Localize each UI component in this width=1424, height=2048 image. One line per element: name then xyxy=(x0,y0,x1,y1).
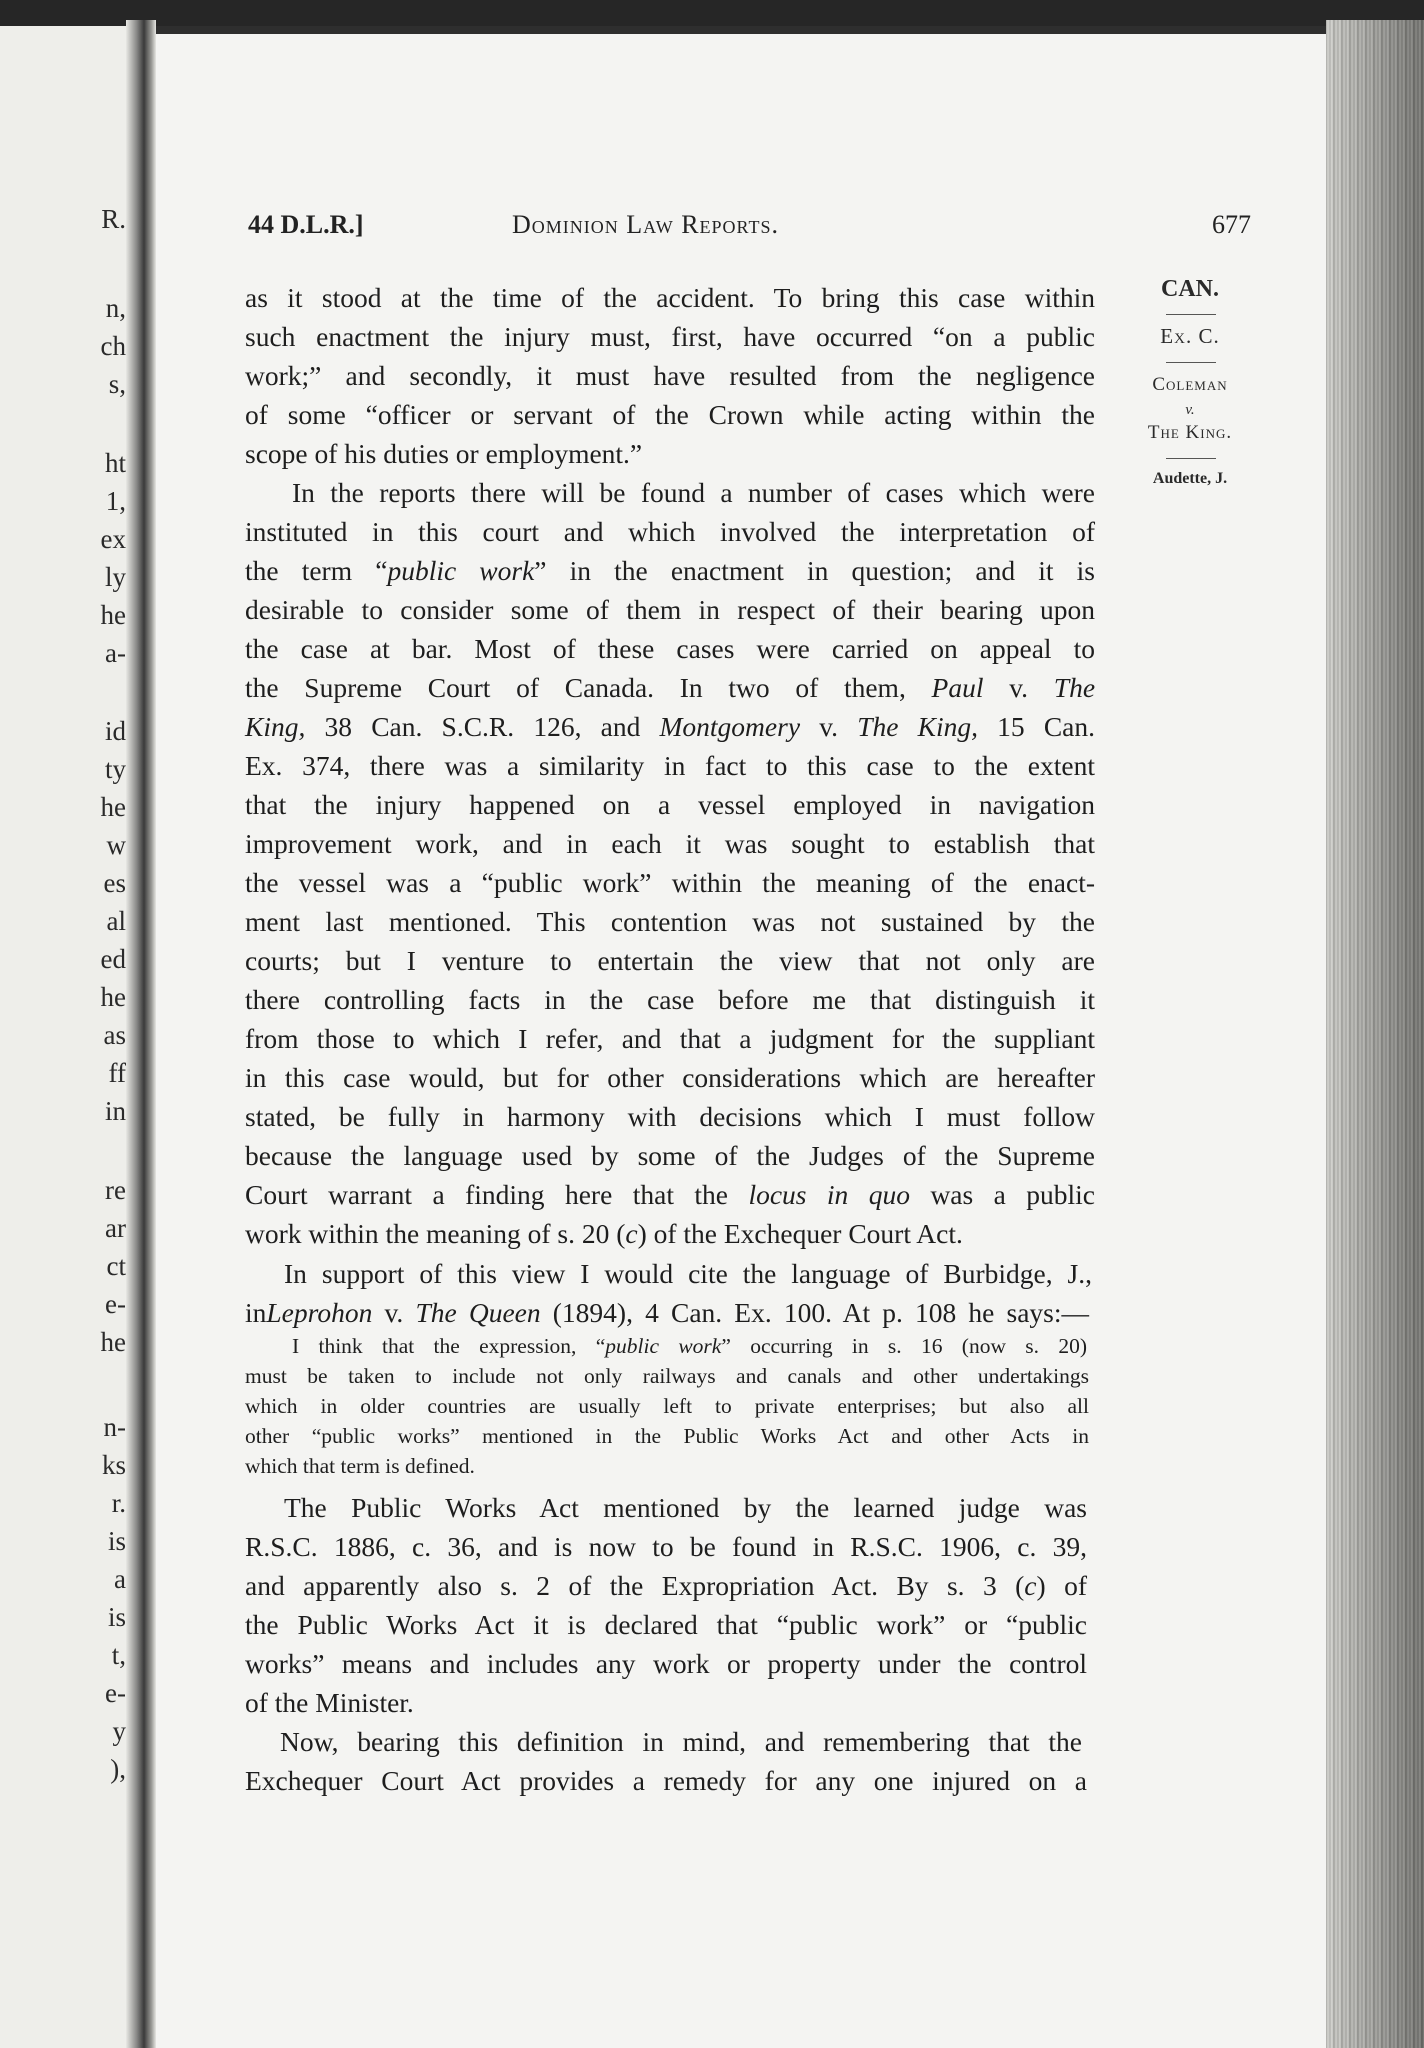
left-page-fragment: ch xyxy=(100,331,126,361)
case-name: The King, xyxy=(857,711,978,742)
text-line: such enactment the injury must, first, have occurred “on a public xyxy=(245,321,1095,352)
left-page-fragment: es xyxy=(103,868,126,898)
left-page-fragment: he xyxy=(100,792,126,822)
left-page-fragment: n- xyxy=(103,1412,126,1442)
text-run: Court warrant a finding here that the xyxy=(245,1179,728,1210)
text-line xyxy=(245,1220,1095,1248)
text-line: the Public Works Act it is declared that “public work” or “public xyxy=(245,1609,1087,1640)
case-name: Montgomery xyxy=(659,711,801,742)
text-run: ” in the enactment in question; and it is xyxy=(534,555,1095,586)
text-line: in this case would, but for other considerations which are hereafter xyxy=(245,1062,1095,1093)
left-page-fragment: ly xyxy=(104,562,126,592)
text-line: Ex. 374, there was a similarity in fact to this case to the extent xyxy=(245,750,1095,781)
margin-note-division: Ex. C. xyxy=(1160,324,1220,348)
left-page xyxy=(0,26,132,2048)
left-page-fragment: r. xyxy=(111,1488,126,1518)
left-page-fragment: a xyxy=(114,1564,126,1594)
text-run: the Supreme Court of Canada. In two of them, xyxy=(245,672,906,703)
quote-line: must be taken to include not only railways and canals and other undertakings xyxy=(245,1364,1089,1388)
left-page-fragment: in xyxy=(104,1096,126,1126)
italic-term: c xyxy=(1024,1570,1037,1601)
text-line: as it stood at the time of the accident. To bring this case within xyxy=(245,282,1095,313)
text-line: ment last mentioned. This contention was not sustained by the xyxy=(245,906,1095,937)
margin-note-court: CAN. xyxy=(1161,276,1219,302)
italic-term: c xyxy=(625,1218,638,1249)
scan-top-border xyxy=(0,0,1424,26)
left-page-fragment: ht xyxy=(104,448,126,478)
left-page-fragment: s, xyxy=(108,369,126,399)
case-name: The xyxy=(1053,672,1096,703)
text-line: scope of his duties or employment.” xyxy=(245,438,643,469)
left-page-fragment: e- xyxy=(105,1289,126,1319)
left-page-fragment: e- xyxy=(105,1678,126,1708)
left-page-fragment: 1, xyxy=(105,486,126,516)
text-run: ) of the Exchequer Court Act. xyxy=(637,1218,963,1249)
text-run: v. xyxy=(384,1297,404,1328)
left-page-fragment: id xyxy=(104,716,126,746)
text-run: (1894), 4 Can. Ex. 100. At p. 108 he says:— xyxy=(552,1297,1089,1328)
left-page-fragment: ff xyxy=(108,1058,126,1088)
text-run: I think that the expression, “ xyxy=(292,1334,606,1358)
text-line: courts; but I venture to entertain the view that not only are xyxy=(245,945,1095,976)
text-line: works” means and includes any work or property under the control xyxy=(245,1648,1087,1679)
text-run: work within the meaning of s. 20 ( xyxy=(245,1218,626,1249)
text-run: was a public xyxy=(930,1179,1096,1210)
quote-line: which that term is defined. xyxy=(245,1454,475,1478)
left-page-fragment: ), xyxy=(110,1754,126,1784)
case-name: The Queen xyxy=(415,1297,541,1328)
left-page-fragment: ks xyxy=(101,1450,126,1480)
left-page-fragment: is xyxy=(107,1602,126,1632)
left-page-fragment: t, xyxy=(111,1640,126,1670)
text-line: instituted in this court and which involved the interpretation of xyxy=(245,516,1095,547)
left-page-fragment: w xyxy=(106,830,126,860)
text-line: there controlling facts in the case before me that distinguish it xyxy=(245,984,1095,1015)
text-line: Now, bearing this definition in mind, and remembering that the xyxy=(280,1726,1082,1757)
margin-rule xyxy=(1166,314,1216,315)
text-line xyxy=(245,674,1095,702)
running-head-volume: 44 D.L.R.] xyxy=(248,210,364,239)
text-line: that the injury happened on a vessel employed in navigation xyxy=(245,789,1095,820)
case-name: King, xyxy=(245,711,306,742)
case-name: Leprohon xyxy=(266,1297,373,1328)
text-run: v. xyxy=(819,711,839,742)
text-run: the term “ xyxy=(245,555,388,586)
text-line: work;” and secondly, it must have resulted from the negligence xyxy=(245,360,1095,391)
left-page-fragment: ct xyxy=(106,1251,126,1281)
left-page-fragment: R. xyxy=(101,204,126,234)
text-line xyxy=(245,713,1095,741)
quote-line: which in older countries are usually left to private enterprises; but also all xyxy=(245,1394,1089,1418)
case-name: Paul xyxy=(931,672,984,703)
margin-rule xyxy=(1166,458,1216,459)
book-gutter xyxy=(126,20,156,2048)
quote-line xyxy=(292,1336,1087,1358)
margin-note-versus: v. xyxy=(1185,402,1195,418)
left-page-fragment: is xyxy=(107,1526,126,1556)
text-run: v. xyxy=(1009,672,1029,703)
quote-line: other “public works” mentioned in the Public Works Act and other Acts in xyxy=(245,1424,1089,1448)
text-line: from those to which I refer, and that a judgment for the suppliant xyxy=(245,1023,1095,1054)
left-page-fragment: ex xyxy=(100,524,126,554)
margin-note-party-1: Coleman xyxy=(1152,374,1228,395)
italic-term: public work xyxy=(605,1334,722,1358)
left-page-fragment: ty xyxy=(104,754,126,784)
margin-rule xyxy=(1166,362,1216,363)
text-line: R.S.C. 1886, c. 36, and is now to be found in R.S.C. 1906, c. 39, xyxy=(245,1531,1087,1562)
text-line: the vessel was a “public work” within the meaning of the enact- xyxy=(245,867,1095,898)
text-run: 38 Can. S.C.R. 126, and xyxy=(324,711,641,742)
text-run: and apparently also s. 2 of the Expropriation Act. By s. 3 ( xyxy=(245,1570,1025,1601)
text-line xyxy=(245,557,1095,585)
left-page-fragment: ar xyxy=(105,1213,126,1243)
text-run: ” occurring in s. 16 (now s. 20) xyxy=(721,1334,1088,1358)
page-edges-shade xyxy=(1326,20,1424,2048)
text-run: 15 Can. xyxy=(997,711,1096,742)
italic-term: locus in quo xyxy=(748,1179,910,1210)
left-page-fragment: n, xyxy=(105,293,126,323)
text-line xyxy=(245,1572,1087,1600)
margin-note-party-2: The King. xyxy=(1147,422,1233,443)
text-run: in xyxy=(245,1297,267,1328)
text-run: ) of xyxy=(1036,1570,1087,1601)
text-line: because the language used by some of the Judges of the Supreme xyxy=(245,1140,1095,1171)
running-head-title: Dominion Law Reports. xyxy=(512,210,779,239)
left-page-fragment: he xyxy=(100,982,126,1012)
text-line: the case at bar. Most of these cases were carried on appeal to xyxy=(245,633,1095,664)
text-line: desirable to consider some of them in respect of their bearing upon xyxy=(245,594,1095,625)
margin-note-judge: Audette, J. xyxy=(1152,470,1228,487)
left-page-fragment: re xyxy=(105,1175,126,1205)
left-page-fragment: as xyxy=(103,1020,126,1050)
left-page-fragment: y xyxy=(112,1716,126,1746)
text-line: Exchequer Court Act provides a remedy for any one injured on a xyxy=(245,1765,1087,1796)
text-line: In the reports there will be found a number of cases which were xyxy=(292,477,1095,508)
left-page-fragment: a- xyxy=(105,638,126,668)
text-line: stated, be fully in harmony with decisions which I must follow xyxy=(245,1101,1095,1132)
page-number: 677 xyxy=(1212,210,1251,239)
text-line: The Public Works Act mentioned by the learned judge was xyxy=(284,1492,1087,1523)
text-line xyxy=(245,1299,1089,1327)
left-page-fragment: he xyxy=(100,1327,126,1357)
text-line xyxy=(245,1181,1095,1209)
text-line: improvement work, and in each it was sought to establish that xyxy=(245,828,1095,859)
italic-term: public work xyxy=(387,555,535,586)
text-line: of the Minister. xyxy=(245,1687,414,1718)
text-line: of some “officer or servant of the Crown while acting within the xyxy=(245,399,1095,430)
text-line: In support of this view I would cite the language of Burbidge, J., xyxy=(284,1258,1092,1289)
left-page-fragment: he xyxy=(100,600,126,630)
left-page-fragment: al xyxy=(106,906,126,936)
left-page-fragment: ed xyxy=(100,944,126,974)
